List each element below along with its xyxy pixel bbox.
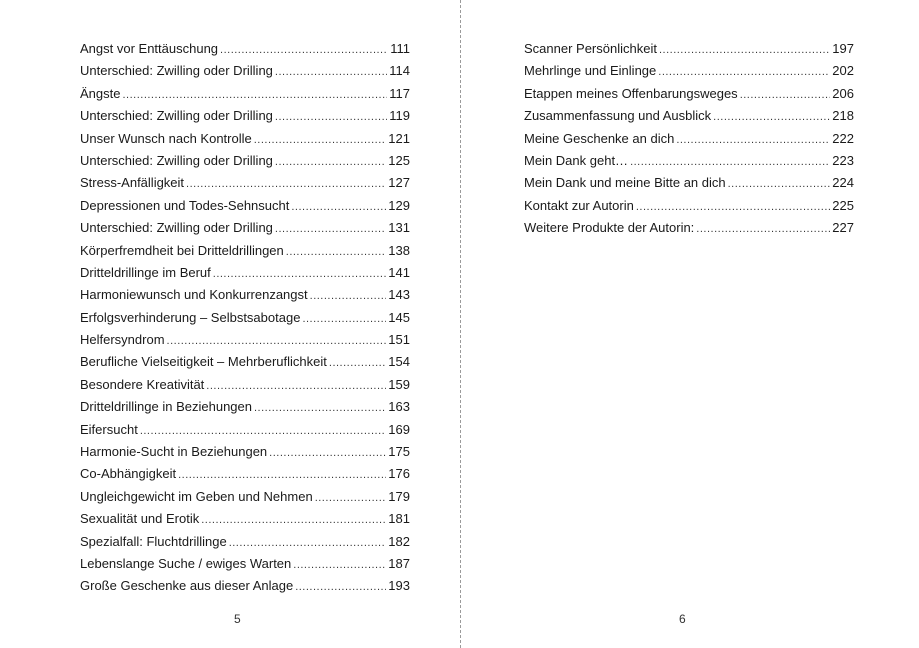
toc-entry-page-number: 127	[388, 175, 410, 191]
toc-entry[interactable]	[80, 150, 410, 172]
toc-entry-page-number: 114	[389, 63, 410, 79]
toc-entry[interactable]	[80, 575, 410, 597]
toc-dot-leader	[206, 375, 386, 397]
toc-entry-title: Meine Geschenke an dich	[524, 130, 675, 146]
toc-entry-page-number: 222	[832, 130, 854, 146]
toc-entry-page-number: 129	[388, 197, 410, 213]
toc-entry[interactable]	[524, 172, 854, 194]
toc-entry-title: Spezialfall: Fluchtdrillinge	[80, 533, 227, 549]
toc-entry[interactable]	[80, 217, 410, 239]
toc-entry-title: Lebenslange Suche / ewiges Warten	[80, 555, 292, 571]
toc-entry[interactable]	[80, 508, 410, 530]
toc-entry-page-number: 111	[390, 41, 410, 56]
right-page	[461, 0, 919, 648]
toc-entry[interactable]	[80, 463, 410, 485]
toc-dot-leader	[728, 173, 831, 195]
toc-entry[interactable]	[80, 172, 410, 194]
toc-entry[interactable]	[524, 217, 854, 239]
toc-entry-page-number: 169	[388, 421, 410, 437]
toc-entry-page-number: 206	[832, 85, 854, 101]
toc-entry-page-number: 175	[388, 444, 410, 460]
toc-entry-title: Erfolgsverhinderung – Selbstsabotage	[80, 309, 301, 325]
toc-dot-leader	[269, 442, 386, 464]
toc-entry-title: Harmonie-Sucht in Beziehungen	[80, 444, 268, 460]
toc-dot-leader	[740, 84, 831, 106]
toc-dot-leader	[310, 285, 387, 307]
toc-entry-title: Unser Wunsch nach Kontrolle	[80, 130, 252, 146]
toc-entry-page-number: 218	[832, 108, 854, 124]
toc-entry-page-number: 141	[388, 264, 410, 280]
toc-dot-leader	[213, 263, 387, 285]
toc-entry[interactable]	[80, 419, 410, 441]
toc-dot-leader	[295, 576, 386, 598]
table-of-contents-left	[80, 38, 410, 598]
toc-entry-page-number: 176	[388, 466, 410, 482]
toc-entry-title: Scanner Persönlichkeit	[524, 41, 657, 56]
toc-entry[interactable]	[80, 128, 410, 150]
toc-entry-page-number: 187	[388, 555, 410, 571]
toc-entry[interactable]	[80, 531, 410, 553]
toc-entry[interactable]	[524, 150, 854, 172]
toc-entry-title: Körperfremdheit bei Dritteldrillingen	[80, 242, 284, 258]
toc-entry-title: Mein Dank geht…	[524, 152, 629, 168]
toc-entry[interactable]	[80, 441, 410, 463]
toc-entry-page-number: 154	[388, 354, 410, 370]
toc-entry-title: Mein Dank und meine Bitte an dich	[524, 175, 726, 191]
toc-entry-page-number: 197	[832, 41, 854, 56]
toc-entry[interactable]	[524, 195, 854, 217]
toc-entry[interactable]	[524, 60, 854, 82]
toc-dot-leader	[329, 352, 386, 374]
toc-entry-title: Mehrlinge und Einlinge	[524, 63, 657, 79]
toc-entry-title: Co-Abhängigkeit	[80, 466, 177, 482]
toc-entry-page-number: 145	[388, 309, 410, 325]
toc-dot-leader	[302, 308, 386, 330]
toc-dot-leader	[658, 61, 830, 83]
toc-entry[interactable]	[80, 396, 410, 418]
toc-dot-leader	[676, 129, 830, 151]
toc-entry-title: Weitere Produkte der Autorin:	[524, 220, 695, 236]
toc-entry-page-number: 193	[388, 578, 410, 594]
toc-entry-page-number: 181	[388, 511, 410, 527]
toc-entry-title: Sexualität und Erotik	[80, 511, 200, 527]
toc-entry[interactable]	[80, 374, 410, 396]
toc-entry[interactable]	[80, 83, 410, 105]
toc-entry-page-number: 224	[832, 175, 854, 191]
toc-dot-leader	[636, 196, 830, 218]
toc-dot-leader	[220, 39, 388, 61]
toc-entry[interactable]	[80, 105, 410, 127]
toc-entry[interactable]	[80, 307, 410, 329]
toc-entry[interactable]	[80, 553, 410, 575]
toc-entry[interactable]	[80, 351, 410, 373]
toc-entry-page-number: 131	[388, 220, 410, 236]
toc-dot-leader	[275, 151, 386, 173]
toc-dot-leader	[659, 39, 830, 61]
toc-entry[interactable]	[524, 105, 854, 127]
toc-entry[interactable]	[80, 240, 410, 262]
toc-dot-leader	[201, 509, 386, 531]
table-of-contents-right	[524, 38, 854, 240]
toc-entry-page-number: 119	[389, 108, 410, 124]
toc-entry-page-number: 223	[832, 152, 854, 168]
toc-dot-leader	[186, 173, 386, 195]
toc-entry-title: Angst vor Enttäuschung	[80, 41, 219, 56]
toc-entry-page-number: 143	[388, 287, 410, 303]
toc-entry-title: Eifersucht	[80, 421, 138, 437]
toc-entry-title: Dritteldrillinge im Beruf	[80, 264, 211, 280]
toc-entry[interactable]	[524, 128, 854, 150]
toc-entry-title: Große Geschenke aus dieser Anlage	[80, 578, 294, 594]
toc-entry-page-number: 182	[388, 533, 410, 549]
toc-entry-page-number: 163	[388, 399, 410, 415]
toc-entry[interactable]	[524, 38, 854, 60]
toc-entry[interactable]	[80, 195, 410, 217]
toc-entry-title: Harmoniewunsch und Konkurrenzangst	[80, 287, 308, 303]
toc-dot-leader	[178, 464, 386, 486]
toc-entry-title: Unterschied: Zwilling oder Drilling	[80, 152, 273, 168]
toc-entry-page-number: 179	[388, 488, 410, 504]
toc-dot-leader	[315, 487, 387, 509]
toc-entry-title: Berufliche Vielseitigkeit – Mehrberuflichkeit	[80, 354, 327, 370]
toc-entry[interactable]	[80, 38, 410, 60]
toc-dot-leader	[696, 218, 830, 240]
toc-entry-page-number: 125	[388, 152, 410, 168]
toc-dot-leader	[167, 330, 387, 352]
toc-entry[interactable]	[80, 60, 410, 82]
toc-entry[interactable]	[524, 83, 854, 105]
toc-entry-title: Unterschied: Zwilling oder Drilling	[80, 220, 273, 236]
toc-entry-page-number: 225	[832, 197, 854, 213]
toc-dot-leader	[254, 397, 386, 419]
toc-entry[interactable]	[80, 284, 410, 306]
toc-entry-page-number: 202	[832, 63, 854, 79]
toc-entry-page-number: 159	[388, 376, 410, 392]
toc-entry-title: Unterschied: Zwilling oder Drilling	[80, 63, 273, 79]
toc-entry-title: Kontakt zur Autorin	[524, 197, 634, 213]
toc-dot-leader	[140, 420, 386, 442]
toc-entry-title: Stress-Anfälligkeit	[80, 175, 185, 191]
toc-dot-leader	[630, 151, 830, 173]
toc-entry-title: Dritteldrillinge in Beziehungen	[80, 399, 252, 415]
toc-entry-page-number: 117	[389, 85, 410, 101]
toc-entry[interactable]	[80, 262, 410, 284]
toc-dot-leader	[275, 218, 386, 240]
toc-entry-page-number: 138	[388, 242, 410, 258]
page-number-left: 5	[234, 612, 241, 626]
toc-dot-leader	[286, 241, 387, 263]
toc-entry-title: Ungleichgewicht im Geben und Nehmen	[80, 488, 313, 504]
toc-entry[interactable]	[80, 329, 410, 351]
toc-entry-title: Depressionen und Todes-Sehnsucht	[80, 197, 290, 213]
toc-entry-title: Zusammenfassung und Ausblick	[524, 108, 712, 124]
toc-dot-leader	[229, 532, 387, 554]
toc-entry-page-number: 121	[388, 130, 410, 146]
toc-entry-page-number: 151	[388, 332, 410, 348]
toc-entry-page-number: 227	[832, 220, 854, 236]
page-number-right: 6	[679, 612, 686, 626]
toc-entry-title: Besondere Kreativität	[80, 376, 205, 392]
toc-entry[interactable]	[80, 486, 410, 508]
toc-dot-leader	[293, 554, 386, 576]
toc-dot-leader	[275, 61, 387, 83]
toc-dot-leader	[254, 129, 387, 151]
toc-entry-title: Etappen meines Offenbarungsweges	[524, 85, 738, 101]
toc-dot-leader	[291, 196, 386, 218]
toc-entry-title: Ängste	[80, 85, 121, 101]
toc-dot-leader	[275, 106, 387, 128]
toc-dot-leader	[713, 106, 830, 128]
toc-entry-title: Unterschied: Zwilling oder Drilling	[80, 108, 273, 124]
toc-entry-title: Helfersyndrom	[80, 332, 165, 348]
toc-dot-leader	[122, 84, 387, 106]
